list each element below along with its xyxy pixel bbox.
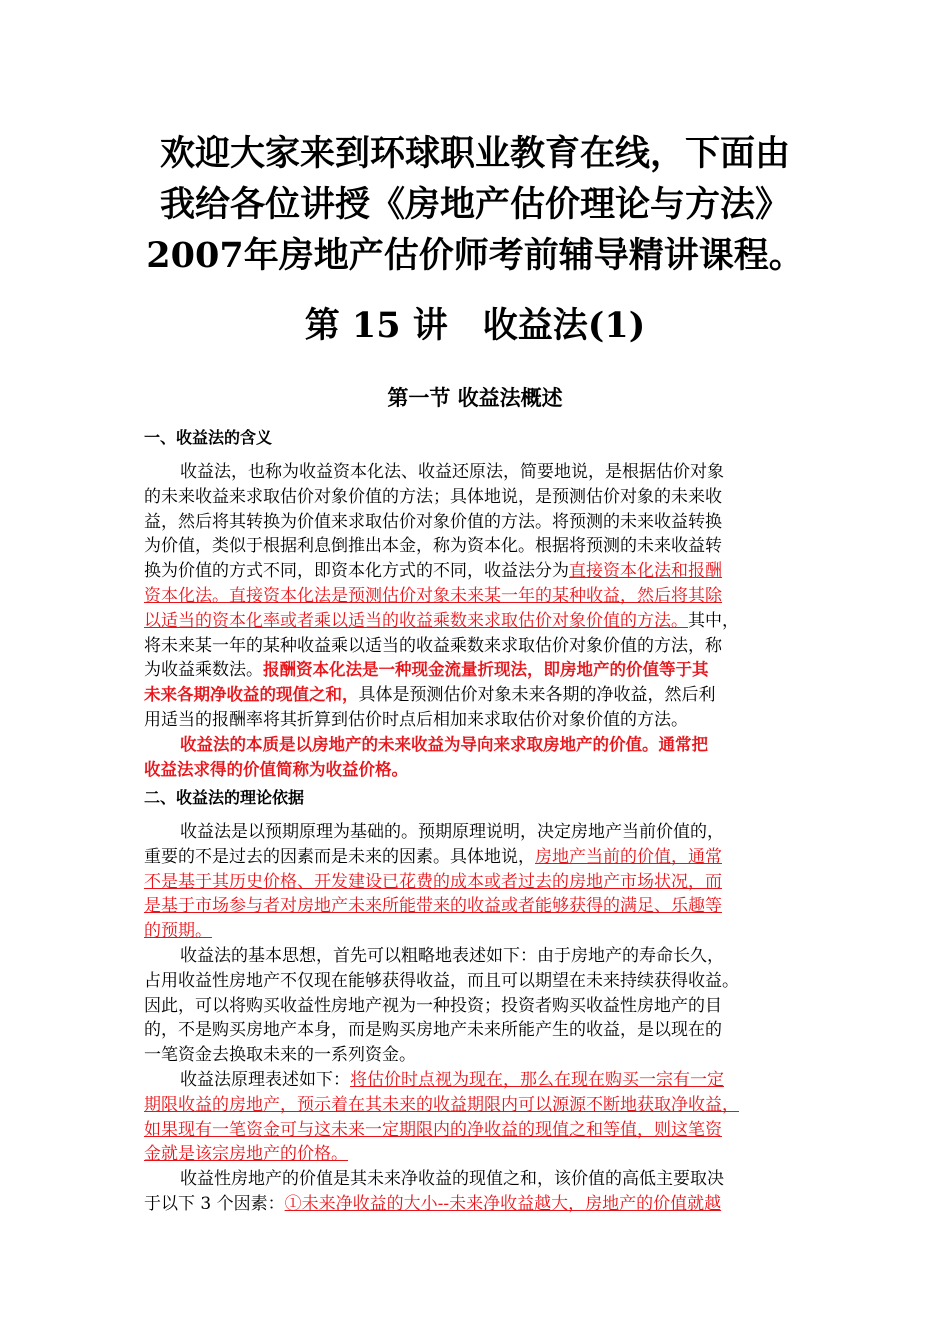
highlight-line: 期限收益的房地产，预示着在其未来的收益期限内可以源源不断地获取净收益， (144, 1094, 739, 1115)
text-segment: 重要的不是过去的因素而是未来的因素。具体地说， (144, 846, 535, 867)
text-line: 因此，可以将购买收益性房地产视为一种投资；投资者购买收益性房地产的目 (144, 995, 722, 1016)
heading-meaning: 一、收益法的含义 (144, 428, 273, 447)
text-line: 收益性房地产的价值是其未来净收益的现值之和，该价值的高低主要取决 (180, 1169, 724, 1190)
paragraph-definition (144, 460, 814, 782)
intro-line: 2007年房地产估价师考前辅导精讲课程。 (146, 235, 804, 276)
text-line: 占用收益性房地产不仅现在能够获得收益，而且可以期望在未来持续获得收益。 (144, 970, 739, 991)
text-line: 的未来收益来求取估价对象价值的方法；具体地说，是预测估价对象的未来收 (144, 486, 722, 507)
text-line: 收益法，也称为收益资本化法、收益还原法，简要地说，是根据估价对象 (180, 462, 724, 482)
highlight-text: 房地产当前的价值，通常 (535, 846, 722, 867)
text-line: 益，然后将其转换为价值来求取估价对象价值的方法。将预测的未来收益转换 (144, 511, 722, 532)
highlight-text: 直接资本化法和报酬 (569, 561, 722, 582)
highlight-text: 以适当的资本化率或者乘以适当的收益乘数来求取估价对象价值的方法。 (144, 610, 688, 631)
section-title: 第一节 收益法概述 (387, 386, 563, 410)
intro-line: 我给各位讲授《房地产估价理论与方法》 (159, 184, 790, 225)
intro-line: 欢迎大家来到环球职业教育在线，下面由 (159, 133, 790, 174)
highlight-line: 资本化法。直接资本化法是预测估价对象未来某一年的某种收益，然后将其除 (144, 585, 722, 606)
bold-highlight-text: 未来各期净收益的现值之和， (144, 685, 359, 705)
text-line (144, 609, 814, 634)
lecture-title: 第 15 讲 收益法(1) (304, 305, 646, 346)
highlight-line: 不是基于其历史价格、开发建设已花费的成本或者过去的房地产市场状况，而 (144, 871, 722, 892)
heading-theory: 二、收益法的理论依据 (144, 788, 305, 807)
text-segment: 为收益乘数法。 (144, 660, 263, 681)
text-line (144, 845, 814, 870)
text-line: 收益法的基本思想，首先可以粗略地表述如下：由于房地产的寿命长久， (180, 945, 724, 966)
paragraph-theory (144, 820, 814, 1217)
text-line (144, 559, 814, 584)
highlight-text: 将估价时点视为现在，那么在现在购买一宗有一定 (350, 1069, 724, 1090)
highlight-line: 如果现有一笔资金可与这未来一定期限内的净收益的现值之和等值，则这笔资 (144, 1119, 722, 1140)
text-segment: 换为价值的方式不同，即资本化方式的不同，收益法分为 (144, 561, 569, 582)
text-line (144, 1192, 814, 1217)
text-line: 收益法是以预期原理为基础的。预期原理说明，决定房地产当前价值的， (180, 822, 724, 842)
highlight-line: 是基于市场参与者对房地产未来所能带来的收益或者能够获得的满足、乐趣等 (144, 896, 722, 917)
intro-heading (120, 128, 830, 281)
highlight-text: ①未来净收益的大小--未来净收益越大，房地产的价值就越 (284, 1193, 722, 1214)
highlight-line: 的预期。 (144, 921, 212, 942)
highlight-line: 金就是该宗房地产的价格。 (144, 1144, 348, 1165)
bold-highlight-text: 报酬资本化法是一种现金流量折现法，即房地产的价值等于其 (263, 660, 709, 680)
bold-highlight-line: 收益法求得的价值简称为收益价格。 (144, 759, 408, 779)
text-segment: 其中， (688, 610, 739, 631)
text-segment: 具体是预测估价对象未来各期的净收益，然后利 (358, 685, 716, 706)
text-line: 为价值，类似于根据利息倒推出本金，称为资本化。根据将预测的未来收益转 (144, 536, 722, 557)
text-line: 一笔资金去换取未来的一系列资金。 (144, 1045, 416, 1066)
text-line (144, 658, 814, 683)
text-line: 用适当的报酬率将其折算到估价时点后相加来求取估价对象价值的方法。 (144, 709, 688, 730)
bold-highlight-line: 收益法的本质是以房地产的未来收益为导向来求取房地产的价值。通常把 (180, 734, 708, 754)
text-line: 的，不是购买房地产本身，而是购买房地产未来所能产生的收益，是以现在的 (144, 1020, 722, 1041)
text-line (144, 1068, 814, 1093)
text-segment: 收益法原理表述如下： (180, 1069, 350, 1090)
text-line (144, 683, 814, 708)
text-line: 将未来某一年的某种收益乘以适当的收益乘数来求取估价对象价值的方法，称 (144, 635, 722, 656)
text-segment: 于以下 3 个因素： (144, 1193, 285, 1214)
